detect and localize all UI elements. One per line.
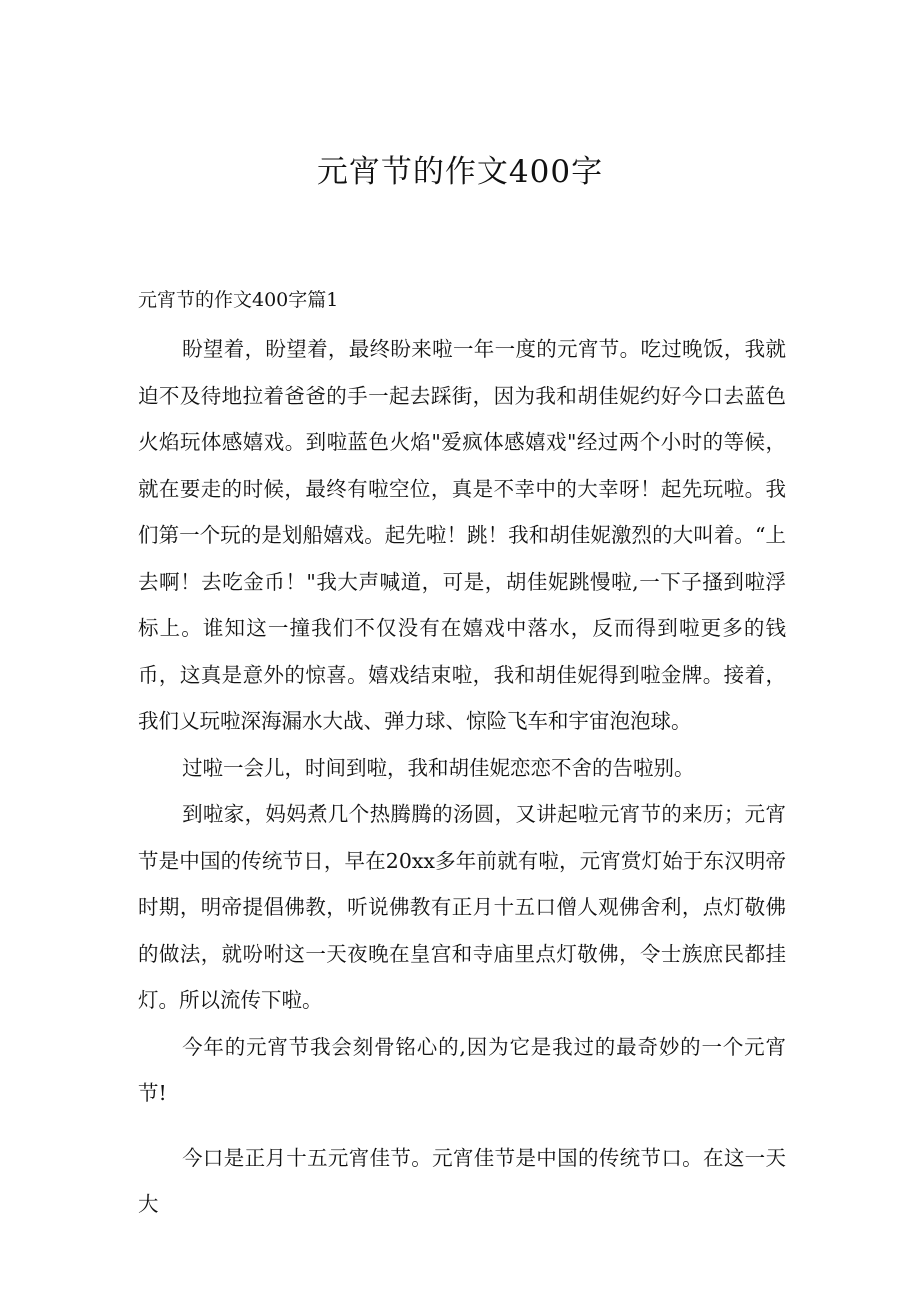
- paragraph-2: 过啦一会儿，时间到啦，我和胡佳妮恋恋不舍的告啦别。: [182, 755, 695, 780]
- paragraph-5: 今口是正月十五元宵佳节。元宵佳节是中国的传统节口。在这一天大: [138, 1145, 786, 1216]
- document-title: 元宵节的作文400字: [316, 154, 604, 190]
- paragraph-1: 盼望着，盼望着，最终盼来啦一年一度的元宵节。吃过晚饭，我就迫不及待地拉着爸爸的手一起去踩街，因为我和胡佳妮约好今口去蓝色火焰玩体感嬉戏。到啦蓝色火焰"爱疯体感嬉戏"经过两个小时的等候，就在要走的时候，最终有啦空位，真是不幸中的大幸呀！起先玩啦。我们第一个玩的是划船嬉戏。起先啦！跳！我和胡佳妮激烈的大叫着。“上去啊！去吃金币！"我大声喊道，可是，胡佳妮跳慢啦,一下子搔到啦浮标上。谁知这一撞我们不仅没有在嬉戏中落水，反而得到啦更多的钱币，这真是意外的惊喜。嬉戏结束啦，我和胡佳妮得到啦金牌。接着，我们乂玩啦深海漏水大战、弹力球、惊险飞车和宇宙泡泡球。: [138, 337, 786, 733]
- section-heading: 元宵节的作文400字篇1: [138, 289, 339, 311]
- body-text: [138, 326, 786, 1228]
- paragraph-3: 到啦家，妈妈煮几个热腾腾的汤圆，又讲起啦元宵节的来历；元宵节是中国的传统节日，早在20xx多年前就有啦，元宵赏灯始于东汉明帝时期，明帝提倡佛教，听说佛教有正月十五口僧人观佛舍利，点灯敬佛的做法，就吩咐这一天夜晚在皇宫和寺庙里点灯敬佛，令士族庶民都挂灯。所以流传下啦。: [138, 802, 786, 1012]
- paragraph-4: 今年的元宵节我会刻骨铭心的,因为它是我过的最奇妙的一个元宵节!: [138, 1034, 786, 1105]
